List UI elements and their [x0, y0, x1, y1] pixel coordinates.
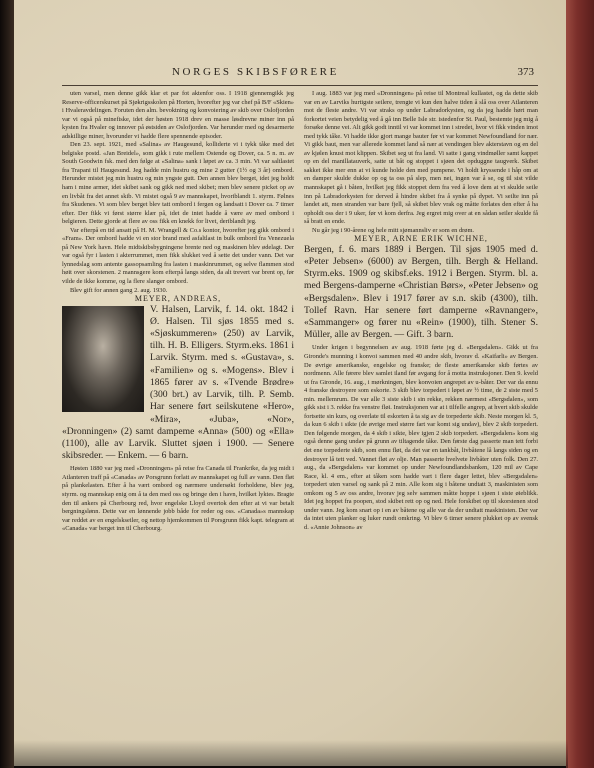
- bio-heading: MEYER, ARNE ERIK WICHNE,: [354, 234, 488, 244]
- paragraph: I aug. 1883 var jeg med «Dronningen» på reise til Montreal kullastet, og da dette skib var en av Larviks hurtigste seilere, trengte vi kun den halve tiden å slå oss over Atlanteren mot de fleste andre. Vi var straks op under Labradorkysten, og da jeg hadde hørt man forkortet veien betydelig ved å gå inn Belle Isle str. istedenfor St. Paul, bestemte jeg mig å forsøke denne vei. Alt gikk godt inntil vi var kommet inn i stredet, hvor vi fikk vinden imot med tykk tåke. Vi hadde ikke gjort mange bauter før vi var kommet Newfoundland for nær. Vi gikk baut, men var allerede kommet land så nær at vendingen blev akterstavn og en del av kjølen knust mot klippen. Skibet seg ut fra land. Vi satte i gang vindmøller samt kappet op en del manillatauverk, satte ut båt og stoppet i sjøen det opduggne taugverk. Skibet sakket ikke mer enn at vi kunde holde den med pumpene. Vi holdt kryssende i håp om at en damper skulde dukke op og ta oss på slep, men nei, ingen var å se, og til sist vilde mannskapet gå i båten, hvilket jeg fikk stoppet dem fra ved å love dem at vi skulde seile inn på Labradorkysten for derved å hindre skibet fra å synke på dypet. Vi seilte inn på landet att, men stranden var bare fjell, så skibet blev vrak og måtte forlates den efter å ha opholdt oss der i 9 uker, før vi kom derfra. Jeg ergret mig over at en sådan seiler skulde få så bratt en ende.: [304, 90, 538, 226]
- header-rule: [62, 85, 538, 86]
- running-head: NORGES SKIBSFØRERE: [172, 66, 339, 78]
- bio-main: V. Halsen, Larvik, f. 14. okt. 1842 i Ø. Halsen. Til sjøs 1855 med s. «Sjøskummeren» (250) av Larvik, tilh. H. B. Elligers. Styrm.eks. 1861 i Larvik. Styrm. med s. «Gustava», s. «Familien» og s. «Mogens». Blev i 1865 fører av s. «Tvende Brødre» (300 brt.) av Larvik, tilh. P. Semb. Har senere ført seilskutene «Hero», «Mira», «Juba», «Nor», «Dronningen» (2) samt dampeme «Anna» (500) og «Ella» (1100), alle av Larvik. Sluttet sjøen i 1900. — Senere skibsreder. — Enkem. — 6 barn.: [62, 303, 294, 462]
- portrait-photo: [62, 306, 144, 412]
- left-column: [62, 90, 294, 534]
- page-header: [60, 66, 548, 82]
- paragraph: Blev gift for annen gang 2. aug. 1930.: [70, 286, 168, 294]
- paragraph: uten varsel, men denne gikk klar et par fot aktenfor oss. I 1918 gjennemgikk jeg Reserve-officerskurset på Sjøkrigsskolen på Horten, hvorefter jeg var chef på B/F «Skien» i Hvaleravdelingen. Foruten den alm. bevoktning og konvoiering av skib over Oslofjorden var vi også på minefiske, idet der høsten 1918 drev en masse løsdrevne miner inn på kysten fra Hvaler og innover på østsiden av Oslofjorden. Var herunder med og desarmerte adskillige miner, hvorunder vi hadde flere spennende episoder.: [62, 90, 294, 140]
- paragraph: Var efterpå en tid ansatt på H. M. Wrangell & Co.s kontor, hvorefter jeg gikk ombord i «Fram». Der ombord hadde vi en stor brand med asfaltlast in bulk ombord fra Venezuela på New York havn. Hele midtskibsbygningene brente ned og maskinen blev ødelagt. Der var også fyr i lasten i akterrummet, men fikk slukket ved å sette det under vann. Det var lynnedslag som antente gassopsamling fra lasten i maskinrummet, og selve flammen stod høit over skorstenen. 2 mannsgere kom efterpå langs siden, da alt trevert var brent op, før vilde de ikke komme, og la flere slanger ombord.: [62, 226, 294, 286]
- book-spine: [0, 0, 14, 768]
- bio-story: Høsten 1880 var jeg med «Dronningen» på reise fra Canada til Frankrike, da jeg midt i Atlanteren traff på «Canada» av Porsgrunn forlatt av mannskapet og full av vann. Den fløt på plankelasten. Efter å ha vært ombord og nærmere undersøkt forholdene, blev jeg, styrm. og mannskap enig om å ta den med oss og bringe den i havn, hvilket lyktes. Bragte den til ankers på Cherbourg red, hvor engelske Lloyd overtok den efter at vi var betalt bergningslønn. Dette var en lønnende jobb både for reder og oss. «Canada»s mannskap var reddet av en engelskseiler, og nettop hjemkommen til Porsgrunn fikk kapt. telegram at «Canada» var berget inn til Cherbourg.: [62, 465, 294, 533]
- paragraph: Den 23. sept. 1921, med «Salina» av Haugesund, kolliderte vi i tykk tåke med det belgiske postd. «Jan Breidel», som gikk i rute mellem Ostende og Dover, ca. 5 n. m. av South Goodwin fsk. med den følge at «Salina» sank i løpet av ca. 3 min. Vi var saltlastet fra Trapani til Haugesund. Jeg hadde min hustru og mine 2 gutter (1½ og 3 år) ombord. Herunder mistet jeg min hustru og min yngste gutt. Den annen blev berget, idet jeg holdt ham i mine armer, idet skibet sank og gikk ned med skibet; men blev senere picket op av en livbåt fra det annet skib. Vi mistet også 9 av mannskapet, hvoriblandt 1. styrm. Følnes fra Skudenes. Vi som blev berget blev tatt ombord i fergen og landsatt i Dover ca. 7 timer efter. Der fikk vi først større klær på, idet de intet hadde å være av med ombord i belgieren. Dette gjorde at flere av oss fikk en knekk for livet, deriblandt jeg.: [62, 141, 294, 226]
- bio-story: Under krigen i begynnelsen av aug. 1918 førte jeg d. «Bergsdalen». Gikk ut fra Gironde's munning i konvoi sammen med 40 andre skib, hvorav d. «Kaifarli» av Bergen. De øvrige amerikanske, engelske og franske; de fleste amerikanske skib førtes av nordmenn. Alle førere blev samlet iland før avgang for å motta instruksjoner. Den 9. kveld ut fra Gironde, 16. aug., i mørkningen, blev konvoien angrepet av u-båter. Der var da ennu 4 franske destroyere som eskorte. 3 skib blev torpedert i løpet av ½ time, de 2 siste med 5 min. mellemrum. De var alle 3 siste skib i sin rekke, rekken nærmest «Bergsdalen», som gikk sist i 3. rekke fra venstre fløi. Instruksjonen var at i tilfelle angrep, at hvert skib skulde fortsette sin kurs, og overlate til eskorten å ta sig av de torpederte skib. Neste morgen kl. 5, da kun 6 skib i sikte (de øvrige med større fart var komt sig undav), blev 2 skib torpedert. Den følgende morgen, da 4 skib i sikte, blev igjen 2 skib torpedert. «Bergsdalen» kom sig også denne gang undav på grunn av tiltagende tåke. Den første dag passerte man tett forbi det ene torpederte skib, som ennu fløt, da det var en tankbåt, livbåtene lå langs siden og en destroyer lå tett ved. Vannet fløt av olje. Man passerte hvelvete livbåter uten folk. Den 27. aug., da «Bergsdalen» var kommet op under Newfoundlandsbanken, 120 mil av Cape Race, kl. 4 em., efter at tåken som hadde vart i flere dager lettet, blev «Bergsdalen» torpedert uten varsel og sank på 2 min. Alle kom sig i båtene undtatt 3, maskinisten som omkom og 5 av oss andre, hvorav jeg selv sammen måtte hoppe i sjøen i siste øieblikk. Idet jeg hoppet fra poopen, stod skibet rett op og ned. Hele forskibet op til skorstenen stod under vann. Jeg kom snart op i en av båtene og alle var da der undtatt maskinisten. Der var da intet uten planker og luker rundt omkring. Vi blev 6 timer senere plukket op av svensk d. «Annie Johnson» av: [304, 344, 538, 531]
- right-column: [304, 90, 538, 533]
- paragraph: Nu går jeg i 90-årene og hele mitt sjømannsliv er som en drøm.: [312, 226, 475, 234]
- bio-main: Bergen, f. 6. mars 1889 i Bergen. Til sjøs 1905 med d. «Peter Jebsen» (6000) av Bergen, tilh. Bergh & Helland. Styrm.eks. 1909 og skibsf.eks. 1912 i Bergen. Styrm. bl. a. med Bergens-damperne «Christian Børs», «Peter Jebsen» og «Bergsdalen». Blev i 1917 fører av s.n. skib (4300), tilh. Tollef Ravn. Har senere ført damperne «Ravnanger», «Sammanger» og fører nu «Rein» (1900), tilh. Stener S. Müller, alle av Bergen. — Gift. 3 barn.: [304, 243, 538, 341]
- page-bottom-shadow: [14, 740, 568, 768]
- page-number: 373: [517, 66, 534, 78]
- bio-heading: MEYER, ANDREAS,: [134, 294, 222, 304]
- book-cover-edge: [566, 0, 594, 768]
